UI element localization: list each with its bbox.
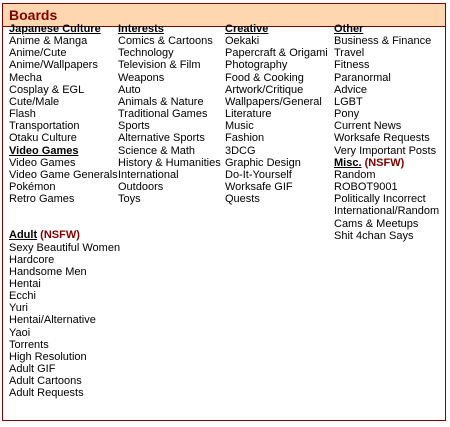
section-heading-label[interactable]: Japanese Culture xyxy=(9,23,101,35)
column-3 xyxy=(225,23,328,205)
board-link-retro-games[interactable]: Retro Games xyxy=(9,193,75,206)
board-link-robot9001[interactable]: ROBOT9001 xyxy=(334,181,398,194)
section-heading-label[interactable]: Video Games xyxy=(9,144,79,157)
board-link-food-cooking[interactable]: Food & Cooking xyxy=(225,71,304,84)
board-link-travel[interactable]: Travel xyxy=(334,47,365,60)
board-link-mecha[interactable]: Mecha xyxy=(9,71,43,84)
board-link-hentai-alternative[interactable]: Hentai/Alternative xyxy=(9,314,96,327)
board-link-traditional-games[interactable]: Traditional Games xyxy=(118,108,208,121)
board-link-adult-cartoons[interactable]: Adult Cartoons xyxy=(9,375,82,388)
board-link-do-it-yourself[interactable]: Do-It-Yourself xyxy=(225,168,292,181)
board-link-otaku-culture[interactable]: Otaku Culture xyxy=(9,132,77,145)
board-link-sexy-beautiful-women[interactable]: Sexy Beautiful Women xyxy=(9,241,121,254)
board-link-outdoors[interactable]: Outdoors xyxy=(118,181,164,194)
board-link-yaoi[interactable]: Yaoi xyxy=(9,326,31,339)
column-1 xyxy=(9,23,120,400)
board-link-cams-meetups[interactable]: Cams & Meetups xyxy=(334,217,419,230)
boards-title: Boards xyxy=(9,7,58,23)
section-heading-creative[interactable] xyxy=(225,23,328,35)
board-link-yuri[interactable]: Yuri xyxy=(9,302,28,315)
board-link-adult-gif[interactable]: Adult GIF xyxy=(9,363,56,376)
board-link-pony[interactable]: Pony xyxy=(334,108,360,121)
board-link-wallpapers-general[interactable]: Wallpapers/General xyxy=(225,95,322,108)
board-link-science-math[interactable]: Science & Math xyxy=(118,144,196,157)
board-link-international-random[interactable]: International/Random xyxy=(334,205,440,218)
section-spacer xyxy=(9,205,120,229)
board-link-papercraft-origami[interactable]: Papercraft & Origami xyxy=(225,47,328,60)
board-link-pok-mon[interactable]: Pokémon xyxy=(9,181,56,194)
section-heading-label[interactable]: Interests xyxy=(118,23,164,35)
board-link-anime-manga[interactable]: Anime & Manga xyxy=(9,35,88,48)
board-link-business-finance[interactable]: Business & Finance xyxy=(334,35,432,48)
board-link-graphic-design[interactable]: Graphic Design xyxy=(225,156,301,169)
section-heading-other[interactable] xyxy=(334,23,439,35)
board-link-high-resolution[interactable]: High Resolution xyxy=(9,350,87,363)
board-link-technology[interactable]: Technology xyxy=(118,47,174,60)
section-heading-misc[interactable] xyxy=(334,157,439,169)
board-link-random[interactable]: Random xyxy=(334,168,376,181)
board-link-ecchi[interactable]: Ecchi xyxy=(9,290,36,303)
board-link-video-games[interactable]: Video Games xyxy=(9,156,76,169)
board-link-lgbt[interactable]: LGBT xyxy=(334,95,363,108)
column-2 xyxy=(118,23,221,205)
section-heading-label[interactable]: Misc. xyxy=(334,156,362,169)
board-link-hardcore[interactable]: Hardcore xyxy=(9,253,55,266)
board-link-fitness[interactable]: Fitness xyxy=(334,59,370,72)
board-link-torrents[interactable]: Torrents xyxy=(9,338,49,351)
board-link-sports[interactable]: Sports xyxy=(118,120,150,133)
nsfw-tag: (NSFW) xyxy=(40,229,80,242)
board-link-international[interactable]: International xyxy=(118,168,179,181)
board-link-flash[interactable]: Flash xyxy=(9,108,36,121)
section-heading-label[interactable]: Adult xyxy=(9,229,38,242)
board-link-literature[interactable]: Literature xyxy=(225,108,272,121)
board-link-politically-incorrect[interactable]: Politically Incorrect xyxy=(334,193,426,206)
board-link-comics-cartoons[interactable]: Comics & Cartoons xyxy=(118,35,213,48)
board-link-current-news[interactable]: Current News xyxy=(334,120,402,133)
board-link-very-important-posts[interactable]: Very Important Posts xyxy=(334,144,437,157)
board-link-anime-wallpapers[interactable]: Anime/Wallpapers xyxy=(9,59,98,72)
board-link-paranormal[interactable]: Paranormal xyxy=(334,71,391,84)
board-link-television-film[interactable]: Television & Film xyxy=(118,59,201,72)
board-link-toys[interactable]: Toys xyxy=(118,193,141,206)
board-link-handsome-men[interactable]: Handsome Men xyxy=(9,265,87,278)
board-link-transportation[interactable]: Transportation xyxy=(9,120,80,133)
section-heading-video-games[interactable] xyxy=(9,145,120,157)
board-link-cosplay-egl[interactable]: Cosplay & EGL xyxy=(9,83,85,96)
board-link-worksafe-gif[interactable]: Worksafe GIF xyxy=(225,181,293,194)
board-link-alternative-sports[interactable]: Alternative Sports xyxy=(118,132,205,145)
board-link-adult-requests[interactable]: Adult Requests xyxy=(9,387,84,400)
board-link-cute-male[interactable]: Cute/Male xyxy=(9,95,60,108)
board-link-weapons[interactable]: Weapons xyxy=(118,71,165,84)
section-heading-interests[interactable] xyxy=(118,23,221,35)
board-link-hentai[interactable]: Hentai xyxy=(9,277,41,290)
board-link-oekaki[interactable]: Oekaki xyxy=(225,35,260,48)
board-link-music[interactable]: Music xyxy=(225,120,254,133)
section-heading-label[interactable]: Other xyxy=(334,23,364,35)
board-link-photography[interactable]: Photography xyxy=(225,59,288,72)
section-heading-label[interactable]: Creative xyxy=(225,23,269,35)
board-link-auto[interactable]: Auto xyxy=(118,83,141,96)
board-link-shit-4chan-says[interactable]: Shit 4chan Says xyxy=(334,229,414,242)
board-link-artwork-critique[interactable]: Artwork/Critique xyxy=(225,83,304,96)
board-link-anime-cute[interactable]: Anime/Cute xyxy=(9,47,67,60)
board-link-video-game-generals[interactable]: Video Game Generals xyxy=(9,168,118,181)
section-heading-japanese-culture[interactable] xyxy=(9,23,120,35)
board-link-quests[interactable]: Quests xyxy=(225,193,260,206)
nsfw-tag: (NSFW) xyxy=(364,156,405,169)
board-link-worksafe-requests[interactable]: Worksafe Requests xyxy=(334,132,430,145)
column-4 xyxy=(334,23,439,242)
board-link-history-humanities[interactable]: History & Humanities xyxy=(118,156,221,169)
board-link-3dcg[interactable]: 3DCG xyxy=(225,144,256,157)
board-link-fashion[interactable]: Fashion xyxy=(225,132,265,145)
section-heading-adult[interactable] xyxy=(9,229,120,241)
board-link-advice[interactable]: Advice xyxy=(334,83,368,96)
board-link-animals-nature[interactable]: Animals & Nature xyxy=(118,95,204,108)
